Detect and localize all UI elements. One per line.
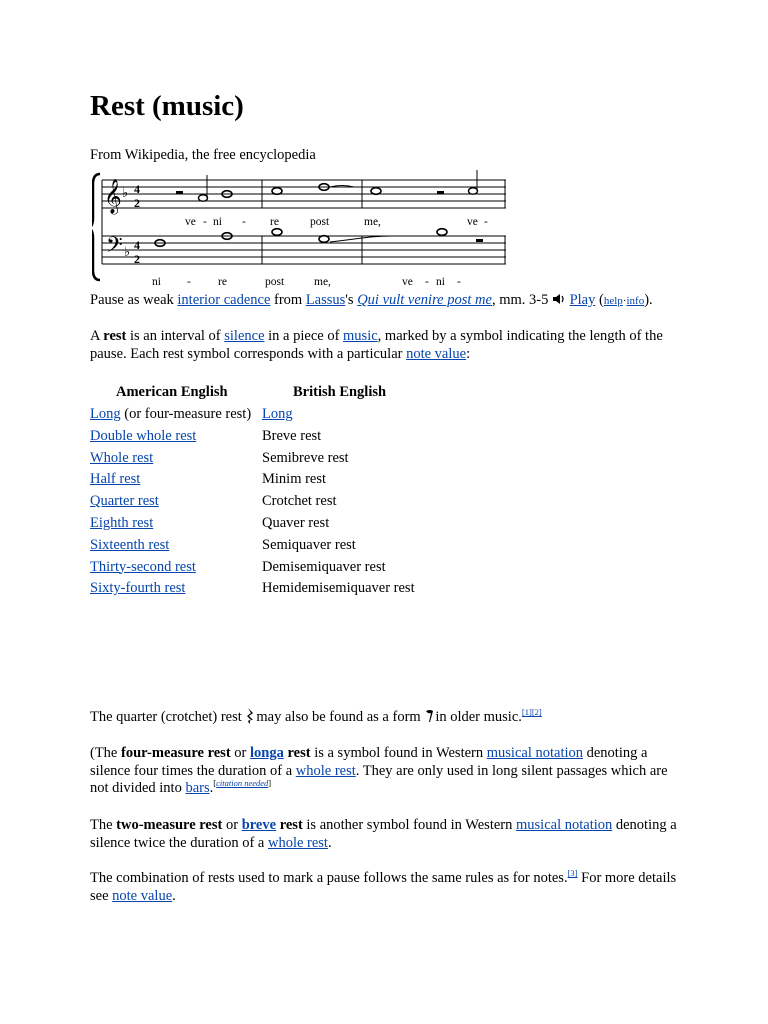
score-lyric: post [310,216,330,228]
british-cell [262,559,386,576]
american-rest-link[interactable]: Sixteenth rest [90,536,170,553]
two-measure-paragraph [90,817,680,852]
silence-link[interactable]: silence [224,328,265,344]
table-row [90,515,570,537]
american-rest-link[interactable]: Half rest [90,471,141,488]
american-rest-link[interactable]: Quarter rest [90,493,159,510]
score-caption [90,292,690,311]
longa-link[interactable]: longa [250,745,284,761]
score-lyric: - [457,276,461,288]
score-lyric: - [187,276,191,288]
play-link[interactable]: Play [569,292,596,308]
british-rest-name: Breve rest [262,427,322,444]
comb-text: . [172,887,176,904]
british-rest-name: Semibreve rest [262,449,349,466]
score-lyric: - [425,276,429,288]
ref-2-link[interactable]: [2] [531,707,542,717]
score-lyric: re [270,216,279,228]
caption-text: 's [345,292,358,308]
british-cell [262,493,337,510]
british-cell [262,580,415,597]
fm-text: or [230,745,250,761]
music-link[interactable]: music [343,328,378,344]
score-lyric: - [484,216,488,228]
whole-rest-link[interactable]: whole rest [295,762,356,779]
table-row [90,428,570,450]
svg-text:♭: ♭ [122,185,129,200]
fm-text: . They are only used in long silent passages which are not divided into [90,762,668,796]
score-lyric: ve [185,216,196,228]
british-rest-name: Quaver rest [262,515,330,531]
score-lyric: ve [402,276,413,288]
british-rest-name: Minim rest [262,471,327,488]
citation-needed-link[interactable]: citation needed [216,778,269,788]
fm-text: . [209,780,214,796]
intro-text: in a piece of [264,328,344,344]
british-cell [262,450,349,467]
note-value-link-2[interactable]: note value [112,887,173,904]
quarter-text: may also be found as a form [256,709,425,725]
score-lyric: ve [467,216,478,228]
intro-text: : [466,345,471,362]
table-row [90,580,570,602]
header-british: British English [293,384,387,400]
american-cell [90,580,185,597]
intro-text: A [90,328,104,344]
score-lyric: ni [436,276,445,288]
fm-text: is a symbol found in Western [310,745,487,761]
table-row [90,493,570,515]
score-lyric: ni [213,216,222,228]
comb-text: The combination of rests used to mark a pause follows the same rules as for notes. [90,870,568,886]
caption-text: ( [595,292,604,308]
table-row [90,471,570,493]
american-cell [90,471,140,488]
table-row [90,537,570,559]
bold-term: four-measure rest [121,745,231,761]
breve-link[interactable]: breve [241,817,277,833]
british-rest-name: Crotchet rest [262,493,337,510]
svg-text:𝄞: 𝄞 [104,180,122,213]
musical-notation-link-2[interactable]: musical notation [516,817,613,833]
score-lyric: post [265,276,285,288]
note-value-link[interactable]: note value [406,345,467,362]
caption-text: from [270,292,306,308]
help-link[interactable]: help [603,295,623,307]
score-lyric: re [218,276,227,288]
score-lyric: me, [364,216,381,228]
british-rest-name: Semiquaver rest [262,536,356,553]
comb-text: For more details see [90,870,677,904]
american-cell [90,406,251,423]
musical-notation-link[interactable]: musical notation [486,745,583,761]
tm-text: denoting a silence twice the duration of a [90,817,677,851]
intro-text: is an interval of [126,328,225,344]
american-rest-link[interactable]: Sixty-fourth rest [90,580,186,597]
quarter-text: The quarter (crotchet) rest [90,709,246,725]
lassus-link[interactable]: Lassus [305,292,346,308]
british-rest-link[interactable]: Long [262,406,293,422]
british-rest-name: Hemidemisemiquaver rest [262,580,415,597]
speaker-icon[interactable] [552,293,566,305]
score-lyric: - [203,216,207,228]
tm-text: or [222,817,242,833]
british-cell [262,406,293,423]
intro-paragraph [90,328,680,363]
american-rest-link[interactable]: Long [90,406,121,422]
caption-text: ). [644,292,653,308]
british-rest-name: Demisemiquaver rest [262,558,386,575]
american-rest-link[interactable]: Eighth rest [90,515,154,531]
qui-vult-link[interactable]: Qui vult venire post me [357,292,492,308]
tm-text: The [90,817,117,833]
combination-paragraph [90,870,680,905]
svg-text:2: 2 [134,252,140,266]
table-row [90,406,570,428]
table-row [90,450,570,472]
british-cell [262,428,321,445]
caption-text: , mm. 3-5 [491,292,552,308]
svg-text:𝄢: 𝄢 [106,233,123,262]
page-title: Rest (music) [90,90,244,122]
score-lyric: ni [152,276,161,288]
music-score-image [92,170,508,293]
score-lyric: me, [314,276,331,288]
bars-link[interactable]: bars [185,780,210,796]
tm-text: is another symbol found in Western [302,817,516,833]
american-rest-link[interactable]: Thirty-second rest [90,558,196,575]
caption-dot: · [622,295,627,307]
american-cell [90,450,153,467]
quarter-text: in older music. [435,709,522,725]
svg-text:2: 2 [134,196,140,210]
british-cell [262,515,329,532]
svg-text:♭: ♭ [124,244,131,259]
svg-text:4: 4 [134,182,140,196]
tagline: From Wikipedia, the free encyclopedia [90,147,316,163]
tm-text: . [327,834,332,851]
svg-text:4: 4 [134,238,140,252]
ref-3-link[interactable]: [3] [567,868,578,878]
british-cell [262,471,326,488]
interior-cadence-link[interactable]: interior cadence [177,292,271,308]
table-row [90,559,570,581]
american-rest-link[interactable]: Double whole rest [90,427,197,444]
american-suffix: (or four-measure rest) [120,406,252,422]
intro-text: , marked by a symbol indicating the length of the pause. Each rest symbol corresponds with a particular [90,328,663,362]
ref-1-link[interactable]: [1] [521,707,532,717]
american-cell [90,515,153,532]
header-american: American English [116,384,228,400]
american-cell [90,537,169,554]
bold-term: two-measure rest [116,817,223,833]
american-cell [90,493,159,510]
four-measure-paragraph: (The four-measure rest or longa rest is a symbol found in Western musical notation denoting a silence four times the duration of a whole rest. They are only used in long silent passages which are not divided into bars.[citation needed] [90,745,668,796]
american-cell [90,428,196,445]
quarter-rest-paragraph [90,708,690,727]
whole-rest-link-2[interactable]: whole rest [267,834,328,851]
bold-term: rest [276,817,303,833]
fm-text: denoting a silence four times the duration of a [90,745,648,779]
american-cell [90,559,196,576]
caption-text: Pause as weak [90,292,178,308]
info-link[interactable]: info [626,295,645,307]
bold-term: rest [283,745,311,761]
quarter-rest-icon [245,708,256,724]
british-cell [262,537,356,554]
fm-text: (The [90,745,121,761]
bold-term: rest [103,328,127,344]
old-quarter-rest-icon [424,708,435,724]
american-rest-link[interactable]: Whole rest [90,449,154,466]
score-lyric: - [242,216,246,228]
